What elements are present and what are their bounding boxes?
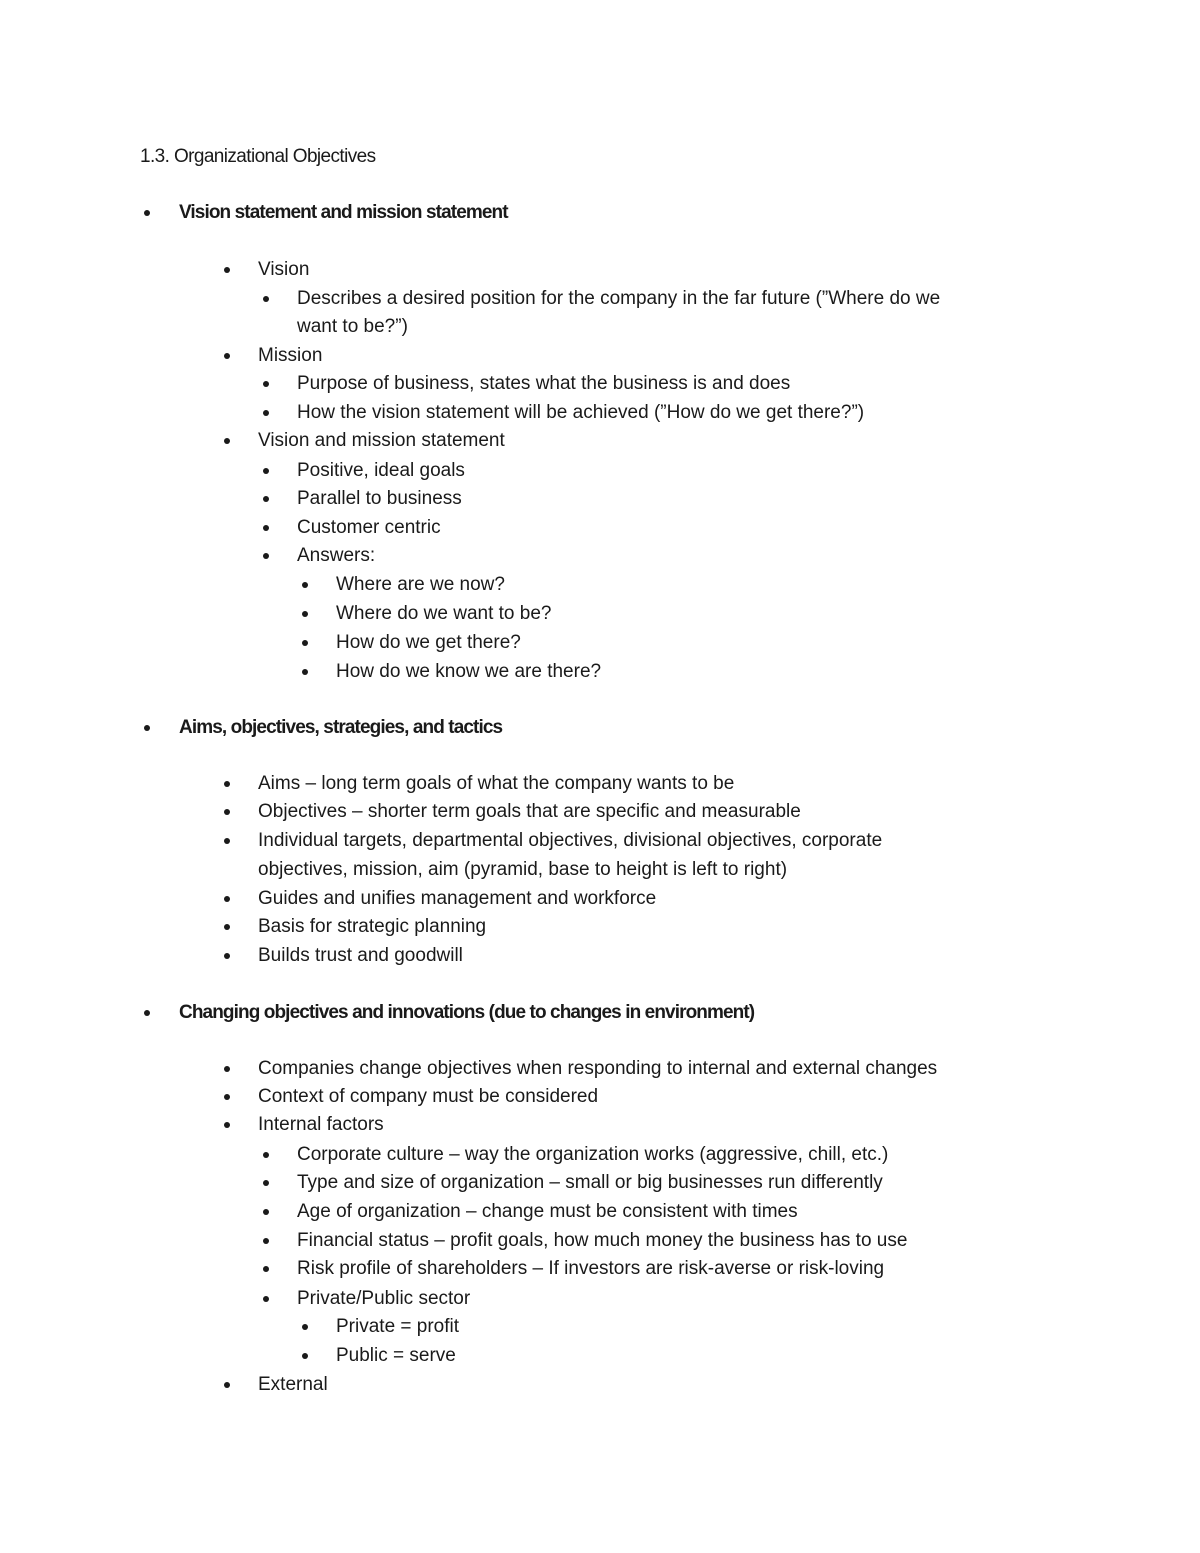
bullet-icon: [302, 640, 308, 646]
bullet-icon: [263, 381, 269, 387]
section-heading-text: Changing objectives and innovations (due to changes in environment): [179, 1002, 755, 1023]
bullet-icon: [263, 468, 269, 474]
bullet-icon: [263, 1152, 269, 1158]
bullet-icon: [263, 296, 269, 302]
bullet-icon: [263, 1266, 269, 1272]
bullet-icon: [224, 1382, 230, 1388]
document-page: 1.3. Organizational Objectives Vision statement and mission statement Vision Describes a desired position for the company in the far future (”Where do we want to be?”) Mission Purpose of business, states what the business is and does How the vision statement will be achieved (”How do we get there?”) Vision and mission statement Positive, ideal goals Parallel to business Customer centric Answers: Where are we now? Where do we want to be? How do we get there? How do we know we are there? Aims, objectives, strategies, and tactics Aims – long term goals of what the company wants to be Objectives – shorter term goals that are specific and measurable Individual targets, departmental objectives, divisional objectives, corporate objectives, mission, aim (pyramid, base to height is left to right) Guides and unifies management and workforce Basis for strategic planning Builds trust and goodwill Changing objectives and innovations (due to changes in environment) Companies change objectives when responding to internal and external changes Context of company must be considered Internal factors Corporate culture – way the organization works (aggressive, chill, etc.) Type and size of organization – small or big businesses run differently Age of organization – change must be consistent with times Financial status – profit goals, how much money the business has to use Risk profile of shareholders – If investors are risk-averse or risk-loving Private/Public sector Private = profit Public = serve External: [0, 0, 1200, 1553]
bullet-icon: [224, 924, 230, 930]
section-heading-text: Aims, objectives, strategies, and tactics: [179, 717, 503, 738]
bullet-icon: [263, 1238, 269, 1244]
bullet-icon: [224, 1094, 230, 1100]
bullet-icon: [302, 582, 308, 588]
bullet-icon: [263, 1209, 269, 1215]
bullet-icon: [224, 1066, 230, 1072]
bullet-icon: [144, 725, 150, 731]
bullet-icon: [302, 669, 308, 675]
bullet-icon: [302, 1324, 308, 1330]
bullet-icon: [263, 525, 269, 531]
bullet-icon: [224, 353, 230, 359]
bullet-icon: [263, 553, 269, 559]
bullet-icon: [224, 953, 230, 959]
bullet-icon: [263, 410, 269, 416]
bullet-icon: [224, 267, 230, 273]
bullet-icon: [263, 1180, 269, 1186]
bullet-icon: [224, 1122, 230, 1128]
page-title: 1.3. Organizational Objectives: [140, 146, 376, 167]
bullet-icon: [263, 1296, 269, 1302]
bullet-icon: [144, 210, 150, 216]
bullet-icon: [302, 1353, 308, 1359]
bullet-icon: [224, 896, 230, 902]
bullet-icon: [224, 809, 230, 815]
bullet-icon: [144, 1010, 150, 1016]
bullet-icon: [224, 438, 230, 444]
section-heading-text: Vision statement and mission statement: [179, 202, 508, 223]
bullet-icon: [224, 781, 230, 787]
bullet-icon: [263, 496, 269, 502]
bullet-icon: [302, 611, 308, 617]
bullet-icon: [224, 838, 230, 844]
